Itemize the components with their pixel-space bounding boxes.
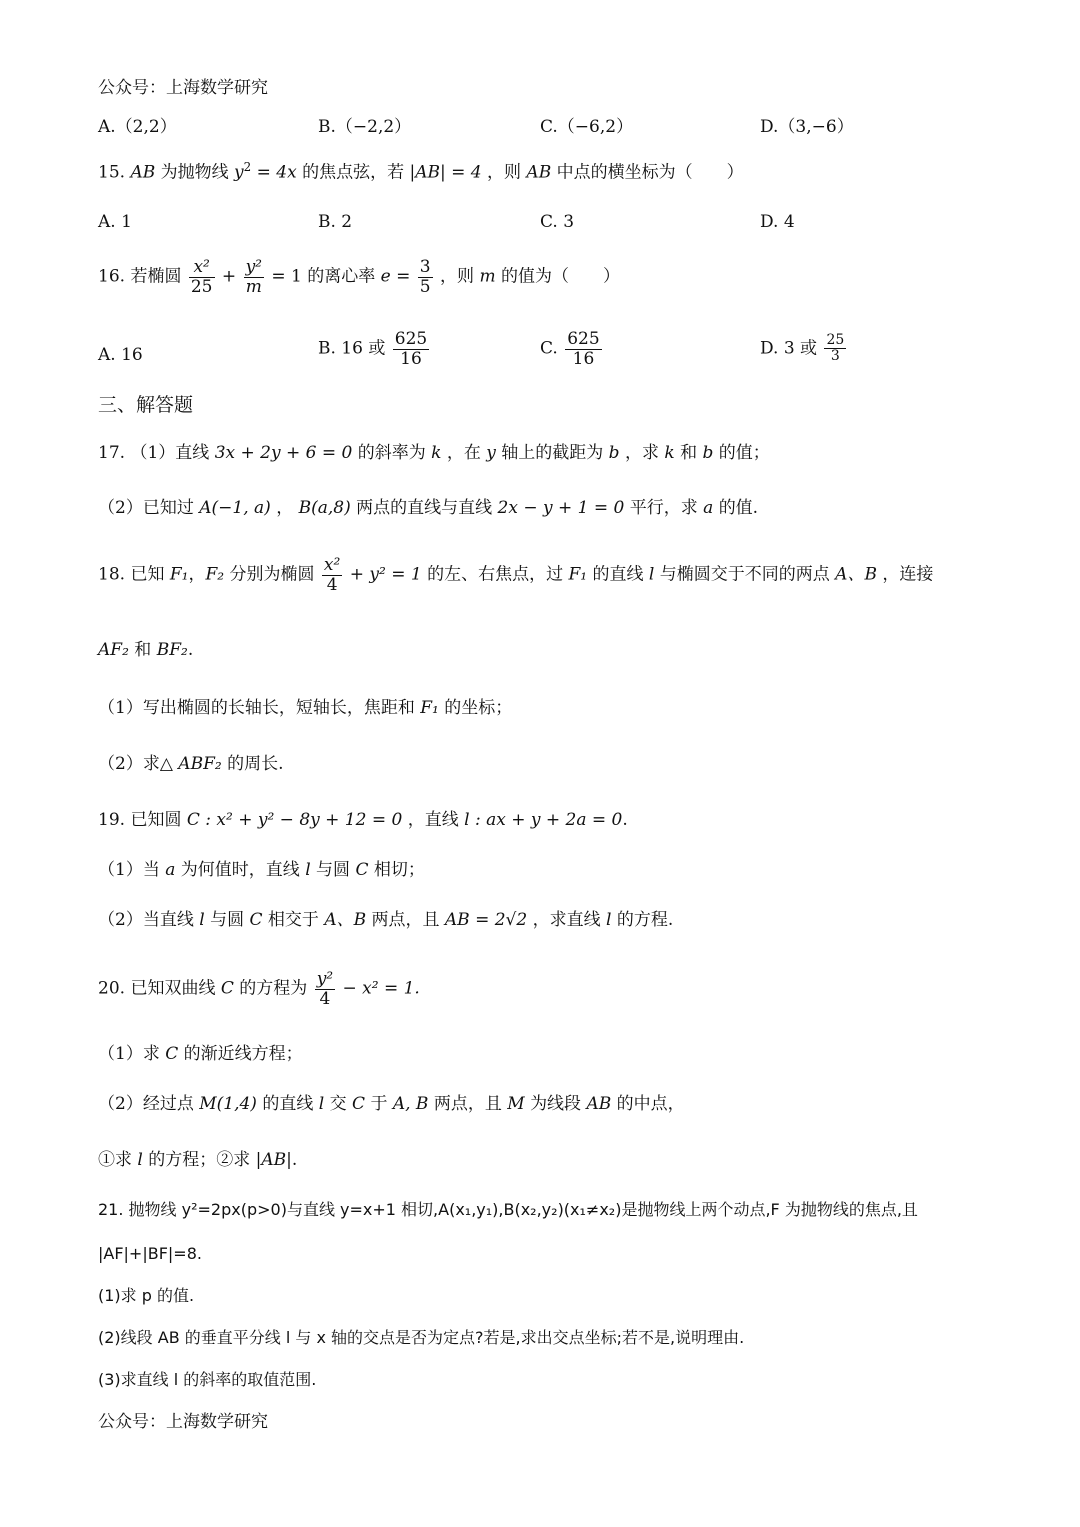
q19-text: 已知圆 xyxy=(130,810,182,830)
q16-option-d-label: D. 3 或 xyxy=(760,338,818,359)
q17-var-k: k xyxy=(431,443,442,463)
q16-plus: + xyxy=(221,266,237,287)
q18-af2: AF₂ xyxy=(98,640,129,660)
q17-part2 xyxy=(98,498,758,518)
q16-option-c xyxy=(540,330,604,368)
q19-p2-text4: 两点，且 xyxy=(371,910,440,930)
q19-p2-text: （2）当直线 xyxy=(98,910,194,930)
q17-point-b: B(a,8) xyxy=(298,498,351,518)
q16-option-b-num: 625 xyxy=(394,329,428,349)
q20-p3-abs: |AB| xyxy=(255,1150,292,1170)
q18-p1-f1: F₁ xyxy=(420,698,439,718)
q16-frac-e-den: 5 xyxy=(419,276,431,297)
q18-f1: F₁ xyxy=(169,564,189,585)
q21-line2: |AF|+|BF|=8. xyxy=(98,1244,202,1263)
q18-text5: 与椭圆交于不同的两点 xyxy=(659,564,830,585)
q16-option-c-label: C. xyxy=(540,338,558,359)
q18-text4: 的直线 xyxy=(592,564,644,585)
q19-p2-text3: 相交于 xyxy=(267,910,319,930)
q20-p3-text: ①求 xyxy=(98,1150,132,1170)
q17-line-eq: 3x + 2y + 6 = 0 xyxy=(214,443,353,463)
q18-line2 xyxy=(98,640,193,660)
q18-frac xyxy=(322,556,342,594)
q16-option-d xyxy=(760,333,848,365)
q15-text2: 的焦点弦，若 xyxy=(302,162,405,183)
q16-var-m: m xyxy=(479,266,496,287)
q17-text2: 的斜率为 xyxy=(357,443,426,463)
q17-text7: 的值； xyxy=(718,443,770,463)
q20-frac-num: y² xyxy=(316,969,334,989)
q16-option-b-label: B. 16 或 xyxy=(318,338,386,359)
q17-p2-text3: 平行，求 xyxy=(629,498,698,518)
q15-number: 15. xyxy=(98,162,126,183)
q20-p1-text2: 的渐近线方程； xyxy=(183,1044,303,1064)
q18-points: A、B xyxy=(835,564,877,585)
q20-frac-den: 4 xyxy=(319,988,331,1009)
q20-p2-var-l: l xyxy=(318,1094,325,1114)
q20-p2-var-c: C xyxy=(352,1094,366,1114)
q16-text: 若椭圆 xyxy=(130,266,182,287)
q21-part2: (2)线段 AB 的垂直平分线 l 与 x 轴的交点是否为定点?若是,求出交点坐标;若不是,说明理由. xyxy=(98,1328,745,1347)
q21-part1: (1)求 p 的值. xyxy=(98,1286,195,1305)
q18-bf2: BF₂ xyxy=(156,640,188,660)
q19-p1-text: （1）当 xyxy=(98,860,160,880)
q19-p2-text5: ，求直线 xyxy=(532,910,601,930)
q16-option-c-num: 625 xyxy=(567,329,600,349)
q19-p1-text3: 与圆 xyxy=(316,860,351,880)
q20-p1-text: （1）求 xyxy=(98,1044,160,1064)
q20-var-c: C xyxy=(220,978,234,999)
q15-option-a: A. 1 xyxy=(98,212,132,232)
q17-number: 17. xyxy=(98,443,126,463)
q18-and: 和 xyxy=(134,640,152,660)
q19-p2-var-c: C xyxy=(249,910,263,930)
q16-option-a: A. 16 xyxy=(98,345,143,365)
q20-text: 已知双曲线 xyxy=(130,978,216,999)
q16-frac-x-den: 25 xyxy=(190,276,213,297)
q17-var-y: y xyxy=(486,443,496,463)
q19-part1 xyxy=(98,860,425,880)
q18-stem xyxy=(98,556,933,594)
q19-line-eq: l : ax + y + 2a = 0 xyxy=(464,810,623,830)
q20-number: 20. xyxy=(98,978,126,999)
q16-var-e: e xyxy=(380,266,391,287)
q20-p3-period: . xyxy=(291,1150,298,1170)
q18-f1b: F₁ xyxy=(568,564,588,585)
q16-option-d-den: 3 xyxy=(830,348,840,365)
q18-p1-text: （1）写出椭圆的长轴长，短轴长，焦距和 xyxy=(98,698,415,718)
watermark-header: 公众号：上海数学研究 xyxy=(98,78,268,98)
q19-p2-points: A、B xyxy=(324,910,367,930)
q17-text3: ，在 xyxy=(446,443,481,463)
q20-p2-text2: 的直线 xyxy=(262,1094,314,1114)
q17-var-b2: b xyxy=(702,443,714,463)
q17-part1 xyxy=(98,443,770,463)
q18-comma: ， xyxy=(188,564,206,585)
q15-text4: 中点的横坐标为（ ） xyxy=(556,162,744,183)
q17-text: （1）直线 xyxy=(130,443,210,463)
q18-var-l: l xyxy=(648,564,655,585)
q18-text: 已知 xyxy=(130,564,165,585)
q14-option-c: C.（−6,2） xyxy=(540,117,634,137)
q19-stem xyxy=(98,810,628,830)
q19-p2-var-l: l xyxy=(199,910,205,930)
q19-p1-text2: 为何值时，直线 xyxy=(180,860,300,880)
q18-period: . xyxy=(187,640,194,660)
q16-frac-x-num: x² xyxy=(193,257,210,277)
q21-part3: (3)求直线 l 的斜率的取值范围. xyxy=(98,1370,317,1389)
q14-option-a: A.（2,2） xyxy=(98,117,177,137)
q16-text3: ，则 xyxy=(440,266,475,287)
q15-exp: 2 xyxy=(243,160,252,174)
q17-var-b: b xyxy=(608,443,620,463)
q15-option-d: D. 4 xyxy=(760,212,795,232)
q20-p1-var-c: C xyxy=(165,1044,179,1064)
q16-option-b-frac xyxy=(393,330,429,368)
q16-frac-e xyxy=(418,258,433,296)
q16-text2: 的离心率 xyxy=(307,266,376,287)
q15-option-b: B. 2 xyxy=(318,212,353,232)
q20-p2-text6: 为线段 xyxy=(530,1094,582,1114)
q18-number: 18. xyxy=(98,564,126,585)
q14-option-d: D.（3,−6） xyxy=(760,117,854,137)
q19-p1-var-a: a xyxy=(165,860,176,880)
q18-frac-den: 4 xyxy=(326,574,338,595)
q19-p2-text2: 与圆 xyxy=(210,910,245,930)
q18-p1-text2: 的坐标； xyxy=(444,698,513,718)
q17-text4: 轴上的截距为 xyxy=(501,443,604,463)
q16-stem xyxy=(98,258,620,296)
q20-stem xyxy=(98,970,420,1008)
q19-part2 xyxy=(98,910,673,930)
q16-eq2: = xyxy=(396,266,411,287)
q17-text5: ，求 xyxy=(624,443,659,463)
q20-part2 xyxy=(98,1094,685,1114)
q15-option-c: C. 3 xyxy=(540,212,575,232)
q19-p2-length: AB = 2√2 xyxy=(444,910,528,930)
q20-part3 xyxy=(98,1150,297,1170)
q19-circle-eq: C : x² + y² − 8y + 12 = 0 xyxy=(186,810,403,830)
q20-p2-var-m: M xyxy=(507,1094,525,1114)
q16-frac-x xyxy=(189,258,215,296)
q19-number: 19. xyxy=(98,810,126,830)
q16-frac-y-den: m xyxy=(245,276,262,297)
q15-abs: |AB| = 4 xyxy=(409,162,482,183)
q15-text: 为抛物线 xyxy=(160,162,229,183)
q18-p2-text2: 的周长. xyxy=(227,754,284,774)
watermark-footer: 公众号：上海数学研究 xyxy=(98,1412,268,1432)
q20-part1 xyxy=(98,1044,303,1064)
q20-eq: − x² = 1. xyxy=(342,978,420,999)
q20-p3-text2: 的方程；②求 xyxy=(148,1150,251,1170)
q18-part1 xyxy=(98,698,512,718)
q19-period: . xyxy=(622,810,628,830)
q16-option-d-num: 25 xyxy=(826,332,845,348)
q20-p2-text: （2）经过点 xyxy=(98,1094,194,1114)
q15-ab: AB xyxy=(130,162,156,183)
q16-eq1: = 1 xyxy=(271,266,302,287)
q17-p2-var-a: a xyxy=(703,498,714,518)
q17-text6: 和 xyxy=(680,443,698,463)
q15-text3: ，则 xyxy=(487,162,522,183)
q20-text2: 的方程为 xyxy=(239,978,308,999)
q16-frac-e-num: 3 xyxy=(419,257,431,277)
q18-text2: 分别为椭圆 xyxy=(229,564,315,585)
q19-p2-var-l2: l xyxy=(606,910,612,930)
q15-var-y: y xyxy=(234,162,244,183)
q21-line1: 21. 抛物线 y²=2px(p>0)与直线 y=x+1 相切,A(x₁,y₁),B(x₂,y₂)(x₁≠x₂)是抛物线上两个动点,F 为抛物线的焦点,且 xyxy=(98,1200,918,1219)
q19-p1-text4: 相切； xyxy=(373,860,425,880)
q18-f2: F₂ xyxy=(205,564,225,585)
q18-p2-text: （2）求△ xyxy=(98,754,173,774)
q17-p2-comma: ， xyxy=(276,498,294,518)
q19-p1-var-l: l xyxy=(305,860,311,880)
q17-p2-text4: 的值. xyxy=(718,498,759,518)
q16-option-d-frac xyxy=(824,333,846,365)
q16-text4: 的值为（ ） xyxy=(500,266,620,287)
q18-frac-num: x² xyxy=(323,555,341,575)
q15-stem xyxy=(98,160,744,183)
section-heading: 三、解答题 xyxy=(98,394,194,416)
q17-p2-text: （2）已知过 xyxy=(98,498,194,518)
q17-p2-text2: 两点的直线与直线 xyxy=(356,498,493,518)
q20-p2-text7: 的中点， xyxy=(616,1094,685,1114)
q17-p2-line-eq: 2x − y + 1 = 0 xyxy=(497,498,625,518)
q20-p2-text5: 两点，且 xyxy=(433,1094,502,1114)
q18-text3: 的左、右焦点，过 xyxy=(427,564,564,585)
q18-eq: + y² = 1 xyxy=(349,564,422,585)
q20-p2-points: A, B xyxy=(392,1094,429,1114)
q20-p2-text3: 交 xyxy=(329,1094,347,1114)
q18-p2-triangle: ABF₂ xyxy=(178,754,222,774)
q20-p2-text4: 于 xyxy=(370,1094,388,1114)
q18-part2 xyxy=(98,754,284,774)
q16-frac-y-num: y² xyxy=(245,257,262,277)
q20-p3-var-l: l xyxy=(137,1150,143,1170)
q17-point-a: A(−1, a) xyxy=(199,498,271,518)
q18-text6: ，连接 xyxy=(882,564,934,585)
q15-eq: = 4x xyxy=(251,162,297,183)
q19-p1-var-c: C xyxy=(355,860,369,880)
q20-frac xyxy=(315,970,335,1008)
q17-var-k2: k xyxy=(664,443,675,463)
q19-p2-text6: 的方程. xyxy=(616,910,674,930)
q15-ab2: AB xyxy=(526,162,552,183)
q16-number: 16. xyxy=(98,266,126,287)
q16-option-b-den: 16 xyxy=(400,348,422,369)
q14-option-b: B.（−2,2） xyxy=(318,117,412,137)
q16-option-c-frac xyxy=(565,330,601,368)
q16-option-b xyxy=(318,330,431,368)
q16-frac-y xyxy=(244,258,264,296)
q19-text2: ，直线 xyxy=(407,810,459,830)
q16-option-c-den: 16 xyxy=(572,348,595,369)
q20-p2-point-m: M(1,4) xyxy=(199,1094,257,1114)
q20-p2-segment: AB xyxy=(586,1094,612,1114)
